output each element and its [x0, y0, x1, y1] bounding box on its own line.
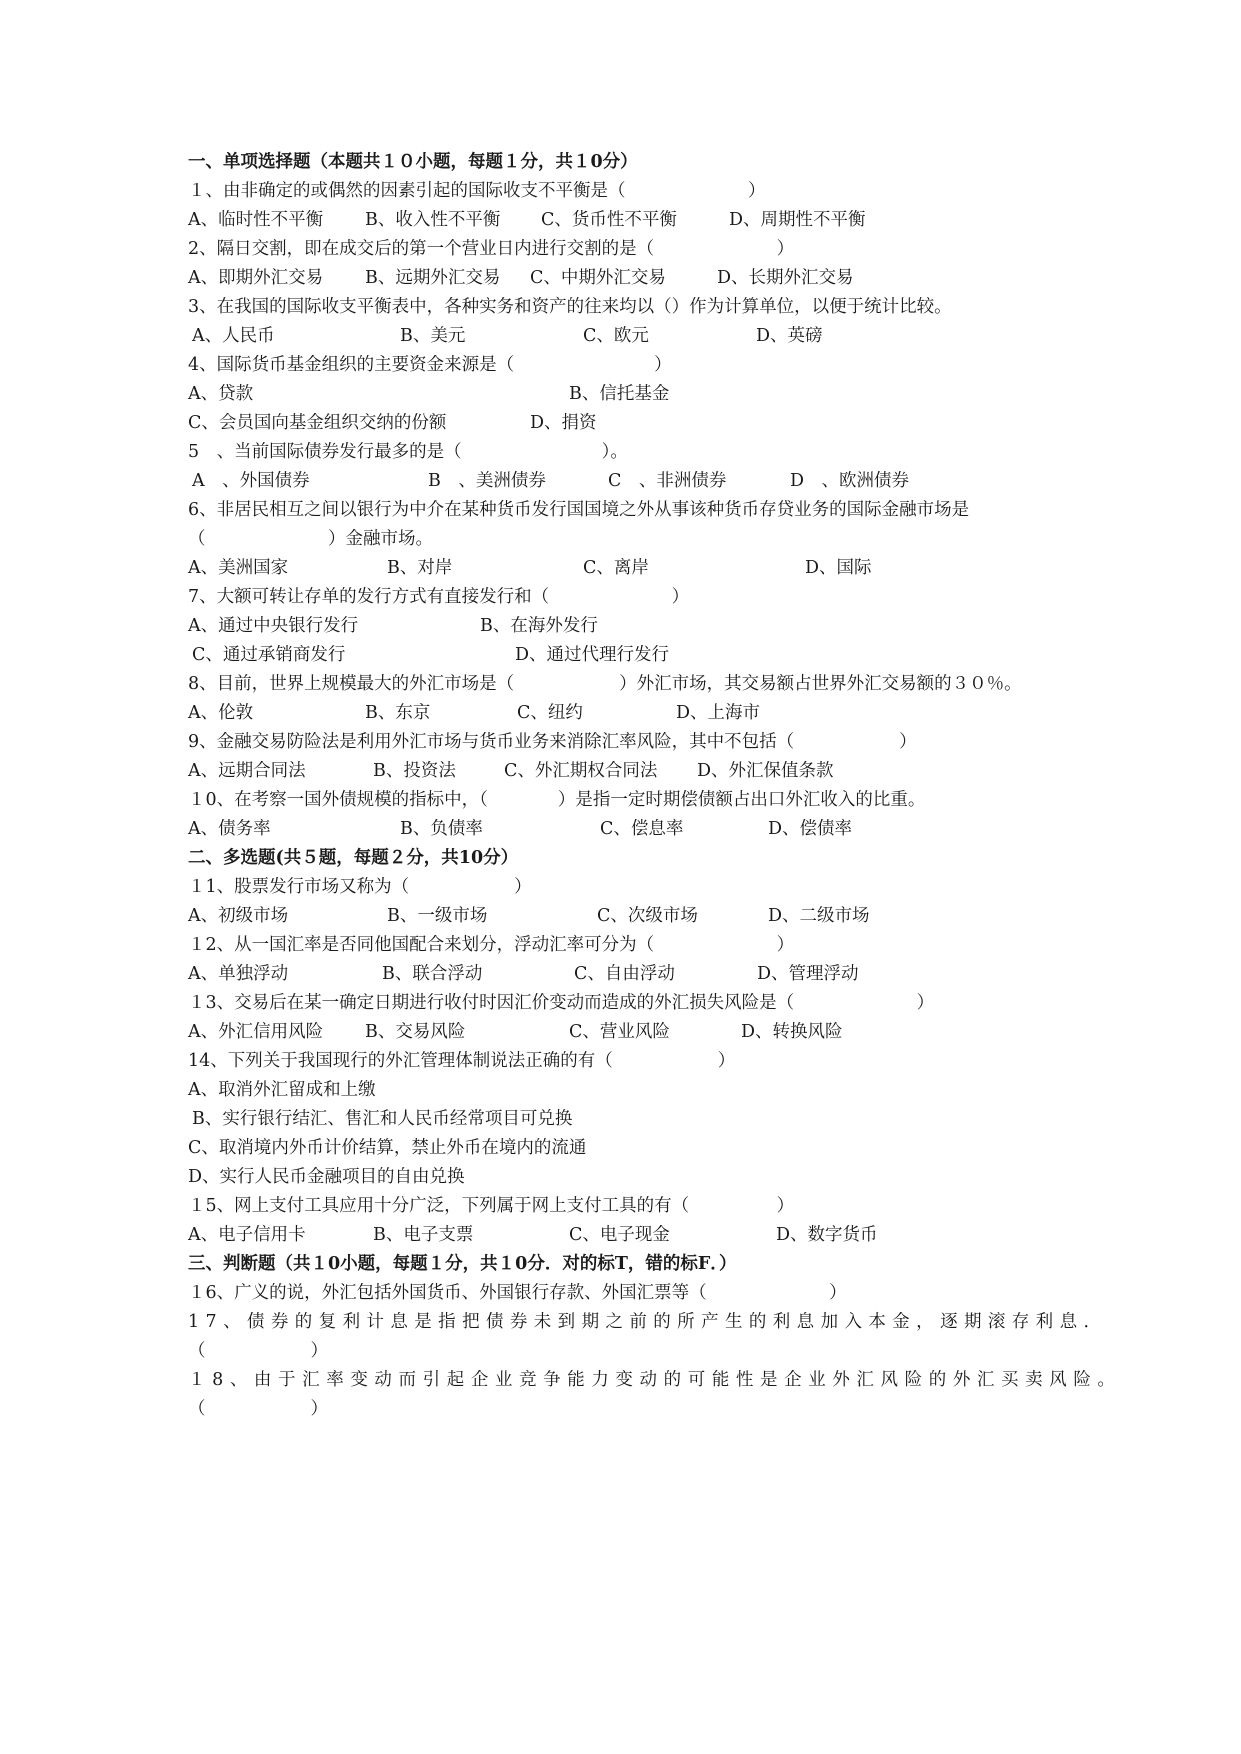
question-16-stem: １6、广义的说，外汇包括外国货币、外国银行存款、外国汇票等（ ） — [188, 1283, 847, 1303]
question-12-stem: １2、从一国汇率是否同他国配合来划分，浮动汇率可分为（ ） — [188, 935, 795, 955]
question-7-stem: 7、大额可转让存单的发行方式有直接发行和（ ） — [188, 587, 690, 607]
question-3-stem: 3、在我国的国际收支平衡表中，各种实务和资产的往来均以（）作为计算单位，以便于统计比较。 — [188, 297, 952, 317]
option-d: D、长期外汇交易 — [717, 268, 854, 288]
question-8-options — [188, 698, 1088, 728]
question-6-stem-continued: （ ）金融市场。 — [188, 529, 433, 549]
option-c: C、营业风险 — [569, 1022, 670, 1042]
option-d: D、周期性不平衡 — [729, 210, 866, 230]
option-a: A、即期外汇交易 — [188, 268, 324, 288]
option-a: A、伦敦 — [188, 703, 254, 723]
question-9-options — [188, 756, 1088, 786]
question-13-stem: １3、交易后在某一确定日期进行收付时因汇价变动而造成的外汇损失风险是（ ） — [188, 993, 935, 1013]
option-a: A、远期合同法 — [188, 761, 306, 781]
question-11-stem: １1、股票发行市场又称为（ ） — [188, 877, 532, 897]
option-b: B、交易风险 — [365, 1022, 466, 1042]
option-b: B、投资法 — [373, 761, 456, 781]
option-a: A、人民币 — [192, 326, 275, 346]
question-3-options — [188, 321, 1088, 351]
option-c: C、会员国向基金组织交纳的份额 — [188, 413, 447, 433]
option-c: C、中期外汇交易 — [530, 268, 666, 288]
option-d: D、偿债率 — [768, 819, 853, 839]
question-9-stem: 9、金融交易防险法是利用外汇市场与货币业务来消除汇率风险，其中不包括（ ） — [188, 732, 917, 752]
option-b: B、负债率 — [400, 819, 483, 839]
option-c: C、外汇期权合同法 — [504, 761, 658, 781]
option-d: D、外汇保值条款 — [697, 761, 834, 781]
option-a: A 、外国债券 — [192, 471, 310, 491]
option-a: A、临时性不平衡 — [188, 210, 324, 230]
question-15-stem: １5、网上支付工具应用十分广泛，下列属于网上支付工具的有（ ） — [188, 1196, 795, 1216]
option-b: B、美元 — [400, 326, 466, 346]
option-a: A、电子信用卡 — [188, 1225, 306, 1245]
option-d: D、上海市 — [676, 703, 761, 723]
option-b: B、在海外发行 — [480, 616, 598, 636]
question-10-stem: １0、在考察一国外债规模的指标中，（ ）是指一定时期偿债额占出口外汇收入的比重。 — [188, 790, 926, 810]
option-d: D、数字货币 — [776, 1225, 878, 1245]
option-d: D、国际 — [805, 558, 872, 578]
option-a: A、单独浮动 — [188, 964, 289, 984]
option-a: A、美洲国家 — [188, 558, 289, 578]
question-18-answer-blank: （ ） — [188, 1399, 328, 1419]
question-6-stem: 6、非居民相互之间以银行为中介在某种货币发行国国境之外从事该种货币存贷业务的国际金融市场是 — [188, 500, 970, 520]
option-b: B、信托基金 — [569, 384, 670, 404]
option-c: C、自由浮动 — [574, 964, 675, 984]
question-11-options — [188, 901, 1088, 931]
question-14-stem: 14、下列关于我国现行的外汇管理体制说法正确的有（ ） — [188, 1051, 736, 1071]
option-d: D、英磅 — [756, 326, 823, 346]
question-1-stem: １、由非确定的或偶然的因素引起的国际收支不平衡是（ ） — [188, 181, 766, 201]
option-c: C、次级市场 — [597, 906, 698, 926]
question-5-options — [188, 466, 1088, 496]
question-6-options — [188, 553, 1088, 583]
section-heading-multiple-choice: 二、多选题(共５题，每题２分，共10分） — [188, 848, 519, 868]
question-13-options — [188, 1017, 1088, 1047]
question-18-stem: １8、由于汇率变动而引起企业竞争能力变动的可能性是企业外汇风险的外汇买卖风险。 — [188, 1370, 1122, 1390]
option-a: A、通过中央银行发行 — [188, 616, 359, 636]
option-c: C、通过承销商发行 — [192, 645, 346, 665]
question-14-option-c: C、取消境内外币计价结算，禁止外币在境内的流通 — [188, 1138, 587, 1158]
question-4-options-row-1 — [188, 379, 1088, 409]
question-8-stem: 8、目前，世界上规模最大的外汇市场是（ ）外汇市场，其交易额占世界外汇交易额的３０％。 — [188, 674, 1022, 694]
question-12-options — [188, 959, 1088, 989]
option-d: D、管理浮动 — [757, 964, 859, 984]
option-b: B、远期外汇交易 — [365, 268, 501, 288]
option-b: B、电子支票 — [373, 1225, 474, 1245]
option-d: D、二级市场 — [768, 906, 870, 926]
question-2-options — [188, 263, 1088, 293]
section-heading-single-choice: 一、单项选择题（本题共１０小题，每题１分，共１0分） — [188, 152, 638, 172]
option-a: A、债务率 — [188, 819, 271, 839]
option-b: B、东京 — [365, 703, 431, 723]
question-7-options-row-2 — [188, 640, 1088, 670]
option-d: D 、欧洲债券 — [790, 471, 910, 491]
question-10-options — [188, 814, 1088, 844]
option-c: C 、非洲债券 — [608, 471, 727, 491]
option-c: C、偿息率 — [600, 819, 684, 839]
question-4-options-row-2 — [188, 408, 1088, 438]
option-c: C、离岸 — [583, 558, 649, 578]
question-4-stem: 4、国际货币基金组织的主要资金来源是（ ） — [188, 355, 672, 375]
option-b: B 、美洲债券 — [428, 471, 546, 491]
option-a: A、初级市场 — [188, 906, 289, 926]
question-17-stem: 17、债券的复利计息是指把债券未到期之前的所产生的利息加入本金，逐期滚存利息． — [188, 1312, 1108, 1332]
option-a: A、贷款 — [188, 384, 254, 404]
question-15-options — [188, 1220, 1088, 1250]
option-d: D、捐资 — [530, 413, 597, 433]
option-c: C、欧元 — [583, 326, 649, 346]
question-14-option-d: D、实行人民币金融项目的自由兑换 — [188, 1167, 465, 1187]
section-heading-true-false: 三、判断题（共１0小题，每题１分，共１0分．对的标T，错的标F．） — [188, 1254, 737, 1274]
question-14-option-b: B、实行银行结汇、售汇和人民币经常项目可兑换 — [192, 1109, 573, 1129]
option-d: D、转换风险 — [741, 1022, 843, 1042]
option-b: B、收入性不平衡 — [365, 210, 501, 230]
option-c: C、纽约 — [517, 703, 583, 723]
option-b: B、一级市场 — [387, 906, 488, 926]
option-a: A、外汇信用风险 — [188, 1022, 324, 1042]
question-14-option-a: A、取消外汇留成和上缴 — [188, 1080, 376, 1100]
question-2-stem: 2、隔日交割，即在成交后的第一个营业日内进行交割的是（ ） — [188, 239, 795, 259]
option-c: C、货币性不平衡 — [541, 210, 677, 230]
question-17-answer-blank: （ ） — [188, 1341, 328, 1361]
question-5-stem: 5 、当前国际债券发行最多的是（ ）。 — [188, 442, 628, 462]
option-b: B、联合浮动 — [382, 964, 483, 984]
option-c: C、电子现金 — [569, 1225, 670, 1245]
question-1-options — [188, 205, 1088, 235]
option-b: B、对岸 — [387, 558, 453, 578]
question-7-options-row-1 — [188, 611, 1088, 641]
option-d: D、通过代理行发行 — [515, 645, 670, 665]
